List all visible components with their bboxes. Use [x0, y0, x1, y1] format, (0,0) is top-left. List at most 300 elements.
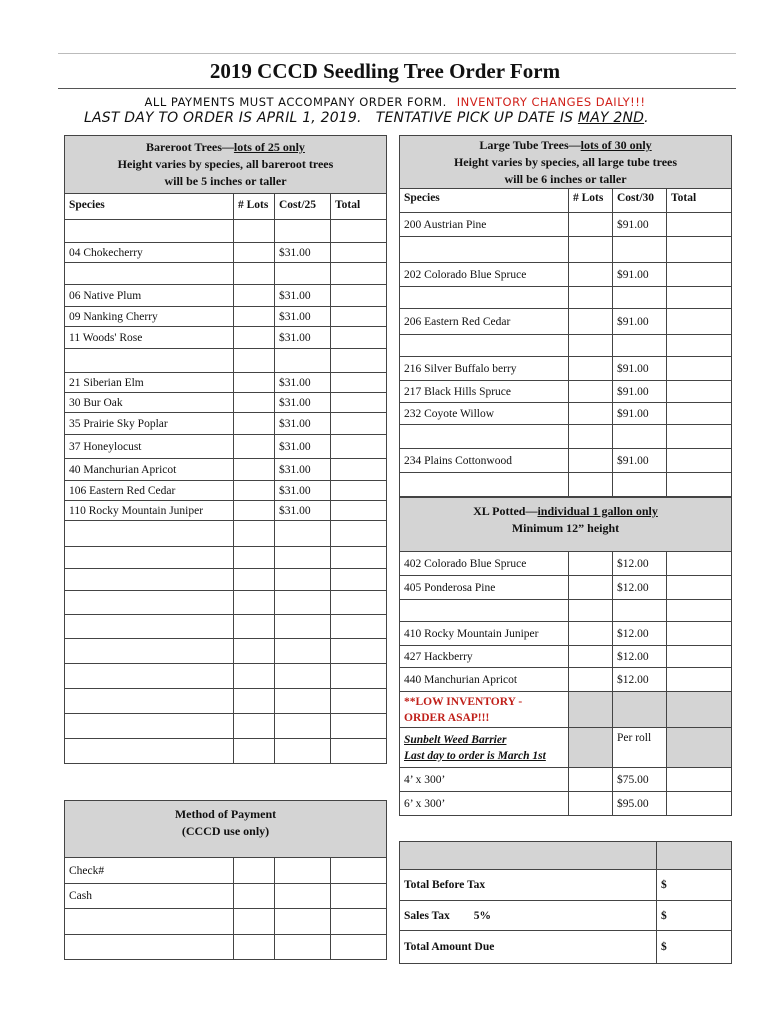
species-name: 405 Ponderosa Pine — [399, 576, 569, 600]
species-name — [64, 739, 234, 764]
cost-value: $12.00 — [613, 622, 667, 646]
lots-input[interactable] — [569, 792, 613, 816]
lots-input[interactable] — [234, 501, 275, 521]
species-name — [399, 425, 569, 449]
bareroot-header-line2: Height varies by species, all bareroot trees — [117, 157, 334, 171]
payment-label: Check# — [64, 858, 234, 884]
table-row — [399, 646, 732, 668]
species-name — [64, 569, 234, 591]
table-row — [64, 435, 387, 459]
total-input[interactable] — [667, 792, 732, 816]
species-name: 06 Native Plum — [64, 285, 234, 307]
lots-input[interactable] — [234, 521, 275, 547]
total-input[interactable] — [331, 393, 387, 413]
cost-value — [275, 569, 331, 591]
cost-value: $75.00 — [613, 768, 667, 792]
species-name: 21 Siberian Elm — [64, 373, 234, 393]
lots-input[interactable] — [234, 285, 275, 307]
total-input[interactable] — [331, 501, 387, 521]
table-row — [399, 768, 732, 792]
lots-input[interactable] — [234, 591, 275, 615]
table-row — [399, 473, 732, 497]
species-name: 232 Coyote Willow — [399, 403, 569, 425]
total-input[interactable] — [667, 335, 732, 357]
payment-input[interactable] — [275, 935, 331, 960]
largetube-header — [399, 135, 732, 189]
blank-cell — [613, 692, 667, 728]
table-row — [64, 521, 387, 547]
lots-input[interactable] — [234, 373, 275, 393]
bareroot-header-row — [64, 194, 387, 220]
lots-input[interactable] — [234, 664, 275, 689]
lots-input[interactable] — [569, 768, 613, 792]
table-row — [64, 615, 387, 639]
largetube-col-species: Species — [399, 189, 569, 213]
total-input[interactable] — [667, 237, 732, 263]
total-input[interactable] — [331, 413, 387, 435]
table-row — [399, 335, 732, 357]
payment-input[interactable] — [234, 935, 275, 960]
total-input[interactable] — [331, 373, 387, 393]
table-row — [64, 285, 387, 307]
total-input[interactable] — [667, 357, 732, 381]
lots-input[interactable] — [234, 349, 275, 373]
table-row — [399, 449, 732, 473]
payment-notice-text: ALL PAYMENTS MUST ACCOMPANY ORDER FORM. — [144, 95, 447, 109]
total-before-tax-value[interactable]: $ — [657, 870, 732, 901]
table-row — [399, 576, 732, 600]
species-name: 30 Bur Oak — [64, 393, 234, 413]
lots-input[interactable] — [569, 576, 613, 600]
total-input[interactable] — [331, 220, 387, 243]
lots-input[interactable] — [569, 237, 613, 263]
sales-tax-rate: 5% — [473, 909, 491, 922]
lots-input[interactable] — [234, 569, 275, 591]
bareroot-header-lots: lots of 25 only — [233, 140, 305, 154]
total-input[interactable] — [667, 552, 732, 576]
inventory-notice-text: INVENTORY CHANGES DAILY!!! — [456, 95, 646, 109]
lots-input[interactable] — [234, 639, 275, 664]
payment-notice — [0, 95, 770, 109]
cost-value: $31.00 — [275, 327, 331, 349]
species-name — [399, 473, 569, 497]
species-name: 106 Eastern Red Cedar — [64, 481, 234, 501]
cost-value — [275, 664, 331, 689]
species-name: 04 Chokecherry — [64, 243, 234, 263]
blank-cell — [667, 692, 732, 728]
blank-cell — [399, 841, 657, 870]
table-row — [399, 403, 732, 425]
total-input[interactable] — [667, 287, 732, 309]
lots-input[interactable] — [234, 547, 275, 569]
total-input[interactable] — [331, 307, 387, 327]
total-input[interactable] — [331, 263, 387, 285]
xl-header-lots: individual 1 gallon only — [537, 504, 658, 518]
cost-value: $31.00 — [275, 459, 331, 481]
species-name: 410 Rocky Mountain Juniper — [399, 622, 569, 646]
lots-input[interactable] — [569, 622, 613, 646]
largetube-col-cost: Cost/30 — [613, 189, 667, 213]
table-row — [399, 600, 732, 622]
lots-input[interactable] — [234, 714, 275, 739]
cost-value — [275, 349, 331, 373]
low-inventory-line1: **LOW INVENTORY - — [404, 695, 523, 708]
lots-input[interactable] — [234, 243, 275, 263]
table-row — [64, 393, 387, 413]
table-row — [399, 309, 732, 335]
cost-value: $31.00 — [275, 481, 331, 501]
payment-header — [64, 800, 387, 858]
lots-input[interactable] — [234, 689, 275, 714]
lots-input[interactable] — [569, 287, 613, 309]
payment-label — [64, 935, 234, 960]
species-name: 11 Woods' Rose — [64, 327, 234, 349]
table-row — [399, 425, 732, 449]
bareroot-header-line3: will be 5 inches or taller — [164, 174, 287, 188]
lots-input[interactable] — [569, 552, 613, 576]
table-row — [64, 591, 387, 615]
bareroot-header — [64, 135, 387, 194]
total-input[interactable] — [667, 576, 732, 600]
sunbelt-title: Sunbelt Weed Barrier — [404, 733, 507, 746]
pickup-date: MAY 2ND — [577, 110, 645, 126]
largetube-col-total: Total — [667, 189, 732, 213]
total-input[interactable] — [331, 349, 387, 373]
species-name — [64, 615, 234, 639]
table-row — [64, 569, 387, 591]
table-row — [399, 552, 732, 576]
species-name — [64, 689, 234, 714]
cost-value: $91.00 — [613, 403, 667, 425]
total-input[interactable] — [331, 459, 387, 481]
table-row — [64, 243, 387, 263]
table-row — [64, 501, 387, 521]
species-name — [64, 349, 234, 373]
total-input[interactable] — [331, 569, 387, 591]
title-rule — [58, 88, 736, 89]
table-row — [64, 714, 387, 739]
blank-cell — [667, 728, 732, 768]
bareroot-col-lots: # Lots — [234, 194, 275, 220]
table-row — [399, 263, 732, 287]
bareroot-header-title: Bareroot Trees— — [146, 140, 234, 154]
species-name: 09 Nanking Cherry — [64, 307, 234, 327]
cost-value: $12.00 — [613, 576, 667, 600]
pickup-end: . — [644, 110, 649, 126]
total-input[interactable] — [667, 600, 732, 622]
species-name — [64, 220, 234, 243]
payment-input[interactable] — [275, 858, 331, 884]
lots-input[interactable] — [234, 739, 275, 764]
lots-input[interactable] — [569, 425, 613, 449]
table-row — [64, 481, 387, 501]
total-before-tax-label: Total Before Tax — [399, 870, 657, 901]
payment-label: Cash — [64, 884, 234, 909]
payment-row — [64, 935, 387, 960]
total-input[interactable] — [331, 243, 387, 263]
table-row — [64, 547, 387, 569]
totals-row — [399, 931, 732, 964]
pickup-text: TENTATIVE PICK UP DATE IS — [375, 110, 574, 126]
cost-value — [275, 615, 331, 639]
species-name: 427 Hackberry — [399, 646, 569, 668]
total-input[interactable] — [331, 714, 387, 739]
lots-input[interactable] — [569, 403, 613, 425]
payment-row — [64, 884, 387, 909]
cost-value: $31.00 — [275, 413, 331, 435]
deadline-notice — [84, 110, 649, 126]
cost-value: $12.00 — [613, 646, 667, 668]
cost-value: $31.00 — [275, 243, 331, 263]
payment-input[interactable] — [275, 909, 331, 935]
total-input[interactable] — [667, 213, 732, 237]
cost-value — [275, 689, 331, 714]
low-inventory-line2: ORDER ASAP!!! — [404, 711, 490, 724]
bareroot-col-species: Species — [64, 194, 234, 220]
sunbelt-deadline: Last day to order is March 1st — [404, 749, 546, 762]
lots-input[interactable] — [234, 615, 275, 639]
per-roll-label: Per roll — [613, 728, 667, 768]
lots-input[interactable] — [234, 327, 275, 349]
cost-value — [275, 714, 331, 739]
lots-input[interactable] — [569, 263, 613, 287]
lots-input[interactable] — [569, 646, 613, 668]
sales-tax-value[interactable]: $ — [657, 901, 732, 931]
cost-value: $31.00 — [275, 307, 331, 327]
table-row — [64, 664, 387, 689]
table-row — [64, 220, 387, 243]
total-input[interactable] — [667, 381, 732, 403]
lots-input[interactable] — [569, 213, 613, 237]
lots-input[interactable] — [569, 335, 613, 357]
cost-value: $91.00 — [613, 449, 667, 473]
top-rule — [58, 53, 736, 54]
lots-input[interactable] — [569, 600, 613, 622]
species-name: 216 Silver Buffalo berry — [399, 357, 569, 381]
species-name — [64, 714, 234, 739]
cost-value: $91.00 — [613, 263, 667, 287]
cost-value — [275, 591, 331, 615]
payment-label — [64, 909, 234, 935]
low-inventory-row — [399, 692, 732, 728]
table-row — [64, 739, 387, 764]
bareroot-col-total: Total — [331, 194, 387, 220]
table-row — [64, 639, 387, 664]
cost-value: $31.00 — [275, 435, 331, 459]
species-name — [399, 600, 569, 622]
payment-header-line1: Method of Payment — [174, 807, 277, 821]
cost-value — [613, 600, 667, 622]
table-row — [64, 373, 387, 393]
total-input[interactable] — [331, 664, 387, 689]
cost-value — [275, 263, 331, 285]
cost-value — [613, 473, 667, 497]
largetube-header-title: Large Tube Trees— — [479, 138, 581, 152]
total-input[interactable] — [667, 473, 732, 497]
total-input[interactable] — [331, 739, 387, 764]
largetube-header-lots: lots of 30 only — [580, 138, 652, 152]
payment-input[interactable] — [331, 909, 387, 935]
species-name — [399, 237, 569, 263]
total-input[interactable] — [331, 547, 387, 569]
payment-input[interactable] — [331, 884, 387, 909]
table-row — [64, 689, 387, 714]
table-row — [399, 381, 732, 403]
payment-input[interactable] — [234, 858, 275, 884]
payment-row — [64, 909, 387, 935]
total-amount-due-value[interactable]: $ — [657, 931, 732, 964]
table-row — [64, 307, 387, 327]
cost-value: $95.00 — [613, 792, 667, 816]
cost-value: $31.00 — [275, 285, 331, 307]
species-name: 37 Honeylocust — [64, 435, 234, 459]
lots-input[interactable] — [569, 357, 613, 381]
cost-value: $31.00 — [275, 393, 331, 413]
table-row — [64, 349, 387, 373]
lots-input[interactable] — [234, 307, 275, 327]
lots-input[interactable] — [234, 435, 275, 459]
totals-row — [399, 901, 732, 931]
cost-value: $91.00 — [613, 381, 667, 403]
table-row — [399, 792, 732, 816]
table-row — [64, 263, 387, 285]
lots-input[interactable] — [234, 263, 275, 285]
table-row — [399, 213, 732, 237]
total-input[interactable] — [331, 615, 387, 639]
total-input[interactable] — [667, 668, 732, 692]
species-name: 200 Austrian Pine — [399, 213, 569, 237]
bareroot-col-cost: Cost/25 — [275, 194, 331, 220]
species-name: 206 Eastern Red Cedar — [399, 309, 569, 335]
cost-value — [613, 335, 667, 357]
lots-input[interactable] — [569, 668, 613, 692]
table-row — [399, 357, 732, 381]
species-name — [64, 263, 234, 285]
total-input[interactable] — [667, 403, 732, 425]
payment-input[interactable] — [234, 909, 275, 935]
sales-tax-label: Sales Tax — [404, 909, 450, 922]
total-input[interactable] — [667, 309, 732, 335]
species-name: 402 Colorado Blue Spruce — [399, 552, 569, 576]
sunbelt-row — [399, 728, 732, 768]
payment-input[interactable] — [275, 884, 331, 909]
lots-input[interactable] — [234, 220, 275, 243]
cost-value — [275, 521, 331, 547]
cost-value: $31.00 — [275, 373, 331, 393]
total-input[interactable] — [331, 521, 387, 547]
cost-value — [613, 425, 667, 449]
total-input[interactable] — [331, 435, 387, 459]
cost-value: $12.00 — [613, 668, 667, 692]
cost-value — [275, 220, 331, 243]
last-day-text: LAST DAY TO ORDER IS APRIL 1, 2019. — [84, 110, 362, 126]
blank-cell — [569, 692, 613, 728]
cost-value: $91.00 — [613, 213, 667, 237]
table-row — [399, 622, 732, 646]
sales-tax-cell — [399, 901, 657, 931]
lots-input[interactable] — [569, 449, 613, 473]
payment-input[interactable] — [331, 858, 387, 884]
total-input[interactable] — [667, 449, 732, 473]
species-name — [64, 639, 234, 664]
cost-value — [275, 639, 331, 664]
total-input[interactable] — [331, 285, 387, 307]
cost-value: $31.00 — [275, 501, 331, 521]
payment-header-line2: (CCCD use only) — [181, 824, 270, 838]
species-name: 110 Rocky Mountain Juniper — [64, 501, 234, 521]
sunbelt-label — [399, 728, 569, 768]
form-title: 2019 CCCD Seedling Tree Order Form — [209, 59, 561, 83]
table-row — [64, 459, 387, 481]
largetube-header-line2: Height varies by species, all large tube trees — [453, 155, 678, 169]
cost-value: $91.00 — [613, 309, 667, 335]
blank-cell — [657, 841, 732, 870]
barrier-size: 4’ x 300’ — [399, 768, 569, 792]
species-name: 40 Manchurian Apricot — [64, 459, 234, 481]
total-input[interactable] — [667, 263, 732, 287]
cost-value: $12.00 — [613, 552, 667, 576]
total-input[interactable] — [667, 425, 732, 449]
species-name: 234 Plains Cottonwood — [399, 449, 569, 473]
xl-header-title: XL Potted— — [473, 504, 538, 518]
species-name — [64, 591, 234, 615]
largetube-header-row — [399, 189, 732, 213]
xl-header-line2: Minimum 12” height — [511, 521, 620, 535]
xl-header — [399, 497, 732, 552]
totals-spacer-row — [399, 841, 732, 870]
total-input[interactable] — [331, 639, 387, 664]
species-name: 440 Manchurian Apricot — [399, 668, 569, 692]
low-inventory-warning — [399, 692, 569, 728]
payment-input[interactable] — [234, 884, 275, 909]
species-name: 202 Colorado Blue Spruce — [399, 263, 569, 287]
table-row — [399, 287, 732, 309]
table-row — [399, 237, 732, 263]
species-name — [64, 547, 234, 569]
lots-input[interactable] — [569, 473, 613, 497]
largetube-col-lots: # Lots — [569, 189, 613, 213]
largetube-header-line3: will be 6 inches or taller — [504, 172, 627, 186]
total-input[interactable] — [667, 646, 732, 668]
total-input[interactable] — [331, 591, 387, 615]
total-input[interactable] — [331, 481, 387, 501]
species-name: 217 Black Hills Spruce — [399, 381, 569, 403]
cost-value — [275, 547, 331, 569]
lots-input[interactable] — [234, 459, 275, 481]
total-input[interactable] — [667, 768, 732, 792]
species-name: 35 Prairie Sky Poplar — [64, 413, 234, 435]
table-row — [64, 327, 387, 349]
lots-input[interactable] — [569, 309, 613, 335]
species-name — [64, 664, 234, 689]
lots-input[interactable] — [234, 481, 275, 501]
total-input[interactable] — [331, 327, 387, 349]
species-name — [64, 521, 234, 547]
species-name — [399, 287, 569, 309]
payment-input[interactable] — [331, 935, 387, 960]
cost-value — [613, 237, 667, 263]
totals-row — [399, 870, 732, 901]
lots-input[interactable] — [569, 381, 613, 403]
lots-input[interactable] — [234, 393, 275, 413]
lots-input[interactable] — [234, 413, 275, 435]
cost-value — [613, 287, 667, 309]
barrier-size: 6’ x 300’ — [399, 792, 569, 816]
total-input[interactable] — [667, 622, 732, 646]
total-input[interactable] — [331, 689, 387, 714]
cost-value: $91.00 — [613, 357, 667, 381]
cost-value — [275, 739, 331, 764]
